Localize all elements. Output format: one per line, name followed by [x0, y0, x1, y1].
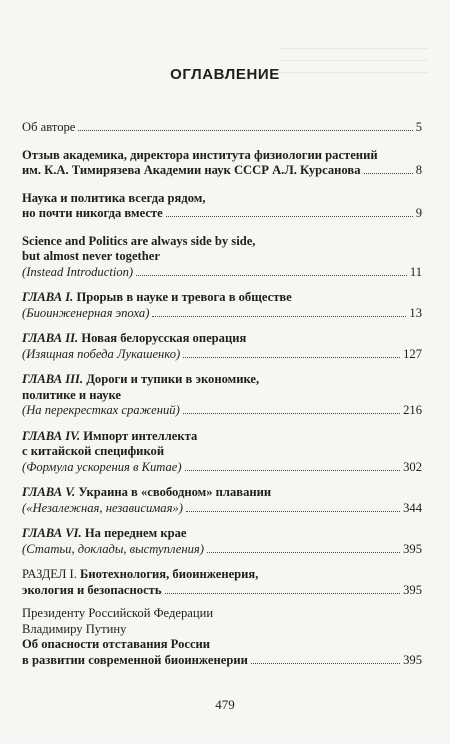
toc-line — [22, 148, 422, 164]
dot-leader — [78, 122, 412, 131]
chapter-label: ГЛАВА VI. — [22, 526, 82, 540]
chapter-label: ГЛАВА IV. — [22, 428, 81, 443]
toc-line-text: Новая белорусская операция — [81, 331, 247, 345]
toc-line — [22, 429, 422, 445]
toc-line — [22, 388, 422, 404]
table-of-contents — [22, 120, 422, 668]
dot-leader — [364, 165, 413, 174]
toc-entry — [22, 234, 422, 281]
chapter-label: РАЗДЕЛ I. — [22, 567, 77, 581]
toc-line — [22, 526, 422, 542]
toc-line-text: экология и безопасность — [22, 582, 162, 597]
chapter-label: ГЛАВА I. — [22, 290, 74, 304]
toc-line — [22, 372, 422, 388]
toc-line-text: (Биоинженерная эпоха) — [22, 305, 150, 320]
toc-line — [22, 501, 422, 517]
toc-entry — [22, 372, 422, 419]
toc-entry — [22, 148, 422, 179]
toc-line — [22, 606, 422, 622]
toc-line — [22, 444, 422, 460]
toc-entry — [22, 120, 422, 136]
toc-line-text: в развитии современной биоинженерии — [22, 652, 248, 667]
toc-entry — [22, 191, 422, 222]
toc-line-text: but almost never together — [22, 249, 160, 263]
toc-entry — [22, 290, 422, 321]
toc-page-number: 13 — [409, 305, 422, 320]
dot-leader — [152, 308, 406, 317]
toc-line-text: Об опасности отставания России — [22, 637, 211, 651]
toc-line-text: Владимиру Путину — [22, 621, 127, 636]
dot-leader — [185, 462, 401, 471]
toc-page-number: 5 — [415, 120, 422, 134]
toc-line-text: им. К.А. Тимирязева Академии наук СССР А.Л. Курсанова — [22, 163, 361, 177]
toc-line-text: (Изящная победа Лукашенко) — [22, 346, 181, 361]
toc-page-number: 127 — [403, 346, 422, 361]
toc-entry — [22, 526, 422, 557]
toc-line — [22, 163, 422, 179]
toc-line-text: (Статьи, доклады, выступления) — [22, 541, 204, 556]
show-through — [278, 48, 428, 49]
toc-line-text: Science and Politics are always side by side, — [22, 233, 256, 248]
toc-line — [22, 234, 422, 250]
toc-line-text: Биотехнология, биоинженерия, — [80, 567, 259, 581]
dot-leader — [251, 655, 400, 664]
toc-line-text: (Instead Introduction) — [22, 264, 134, 279]
toc-line — [22, 542, 422, 558]
toc-entry — [22, 331, 422, 362]
toc-entry — [22, 429, 422, 476]
dot-leader — [207, 544, 400, 553]
page-number: 479 — [215, 697, 235, 712]
toc-page-number: 395 — [403, 541, 422, 556]
dot-leader — [166, 208, 413, 217]
chapter-label: ГЛАВА V. — [22, 485, 76, 499]
toc-entry — [22, 606, 422, 668]
toc-line-text: На переднем крае — [84, 526, 187, 540]
chapter-label: ГЛАВА III. — [22, 372, 84, 386]
toc-page-number: 302 — [403, 459, 422, 474]
toc-line-text: (На перекрестках сражений) — [22, 403, 180, 417]
show-through — [278, 60, 428, 61]
dot-leader — [136, 267, 407, 276]
toc-line-text: политике и науке — [22, 387, 121, 402]
toc-page-number: 216 — [403, 403, 422, 417]
toc-line — [22, 347, 422, 363]
toc-line — [22, 249, 422, 265]
toc-line — [22, 306, 422, 322]
toc-page-number: 344 — [403, 500, 422, 515]
toc-line-text: (Формула ускорения в Китае) — [22, 459, 182, 474]
toc-line — [22, 460, 422, 476]
chapter-label: ГЛАВА II. — [22, 331, 79, 345]
toc-line-text: Импорт интеллекта — [83, 428, 198, 443]
toc-line-text: Президенту Российской Федерации — [22, 606, 214, 620]
toc-line — [22, 265, 422, 281]
toc-line-text: Дороги и тупики в экономике, — [86, 372, 260, 386]
dot-leader — [183, 405, 400, 414]
toc-line — [22, 403, 422, 419]
dot-leader — [186, 503, 400, 512]
toc-line-text: но почти никогда вместе — [22, 206, 163, 220]
toc-line-text: Украина в «свободном» плавании — [78, 485, 272, 499]
toc-page-number: 11 — [409, 264, 422, 279]
toc-line — [22, 567, 422, 583]
toc-line-text: Отзыв академика, директора института физиологии растений — [22, 147, 378, 162]
toc-line — [22, 120, 422, 136]
toc-line — [22, 290, 422, 306]
toc-page-number: 9 — [415, 206, 422, 220]
toc-line — [22, 653, 422, 669]
toc-page-number: 8 — [415, 163, 422, 177]
toc-line-text: с китайской спецификой — [22, 444, 165, 458]
toc-line-text: («Незалежная, независимая») — [22, 500, 183, 515]
toc-line-text: Об авторе — [22, 120, 76, 134]
toc-entry — [22, 485, 422, 516]
page-title: ОГЛАВЛЕНИЕ — [170, 66, 280, 83]
toc-page-number: 395 — [403, 582, 422, 597]
toc-line — [22, 622, 422, 638]
toc-line — [22, 206, 422, 222]
toc-line — [22, 331, 422, 347]
toc-line-text: Прорыв в науке и тревога в обществе — [76, 290, 292, 304]
toc-line — [22, 191, 422, 207]
toc-line — [22, 485, 422, 501]
toc-entry — [22, 567, 422, 598]
toc-line — [22, 583, 422, 599]
toc-line-text: Наука и политика всегда рядом, — [22, 190, 206, 205]
dot-leader — [165, 585, 401, 594]
toc-page-number: 395 — [403, 652, 422, 667]
toc-line — [22, 637, 422, 653]
dot-leader — [183, 349, 400, 358]
